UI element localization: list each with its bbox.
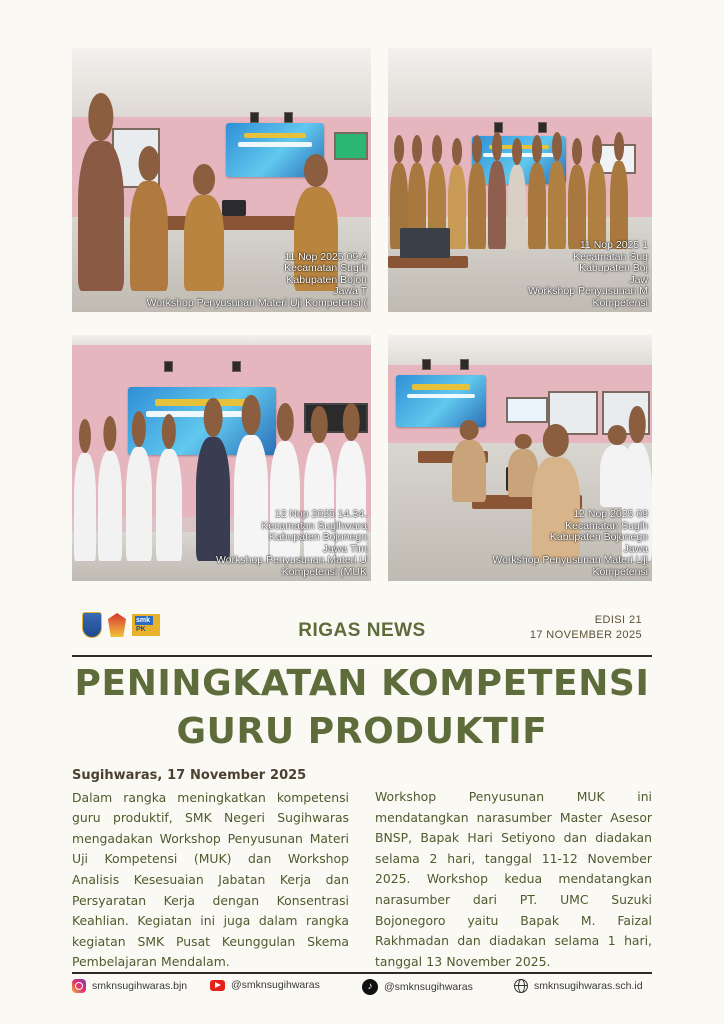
website-url: smknsugihwaras.sch.id xyxy=(534,980,643,992)
photo-workshop-1 xyxy=(72,48,371,312)
photo-frame xyxy=(284,112,293,123)
edition-date: 17 NOVEMBER 2025 xyxy=(529,629,642,641)
photo-frame xyxy=(422,359,431,370)
photo-frame xyxy=(232,361,241,372)
photo-person xyxy=(74,453,96,561)
footer-social xyxy=(72,979,652,999)
photo-person xyxy=(156,449,182,561)
photo-workshop-4 xyxy=(388,335,652,581)
photo-ceiling xyxy=(388,48,652,122)
youtube-handle: @smknsugihwaras xyxy=(231,979,320,991)
photo-person xyxy=(508,165,526,249)
youtube-icon xyxy=(210,980,225,991)
tiktok-icon: ♪ xyxy=(362,979,378,995)
photo-ceiling xyxy=(72,48,371,122)
divider xyxy=(72,972,652,974)
globe-icon xyxy=(514,979,528,993)
article-dateline: Sugihwaras, 17 November 2025 xyxy=(72,768,307,783)
photo-workshop-3 xyxy=(72,335,371,581)
photo-caption: 12 Nop 2025 09 Kecamatan Sugih Kabupaten Bojonego Jawa Workshop Penyusunan Materi Uji Kompetensi xyxy=(492,508,648,578)
website-link[interactable] xyxy=(514,979,643,993)
article-paragraph-left: Dalam rangka meningkatkan kompetensi guru produktif, SMK Negeri Sugihwaras mengadakan Workshop Penyusunan Materi Uji Kompetensi (MUK) dan Workshop Analisis Kesesuaian Jabatan Kerja dan Persyaratan Kerja dengan Konsentrasi Keahlian. Kegiatan ini juga dalam rangka kegiatan SMK Pusat Keunggulan Skema Pembelajaran Mendalam. xyxy=(72,789,349,970)
photo-frame xyxy=(164,361,173,372)
photo-person xyxy=(468,163,486,249)
photo-person xyxy=(568,165,586,249)
newsletter-brand: RIGAS NEWS xyxy=(298,620,426,641)
photo-frame xyxy=(494,122,503,133)
instagram-handle: smknsugihwaras.bjn xyxy=(92,980,188,992)
photo-screen xyxy=(506,397,548,423)
photo-frame xyxy=(250,112,259,123)
photo-person xyxy=(488,161,506,249)
youtube-link[interactable] xyxy=(210,979,320,991)
article-headline xyxy=(0,660,724,756)
headline-line-1: PENINGKATAN KOMPETENSI xyxy=(74,663,650,704)
photo-person xyxy=(548,161,566,249)
photo-person xyxy=(452,440,486,502)
photo-workshop-2 xyxy=(388,48,652,312)
photo-caption: 11 Nop 2025 1 Kecamatan Sug Kabupaten Boj Jaw Workshop Penyusunan M Kompetensi xyxy=(527,239,648,309)
photo-person xyxy=(588,163,606,249)
photo-laptop xyxy=(222,200,246,216)
article-column-right xyxy=(375,787,652,972)
photo-banner xyxy=(396,375,486,427)
divider xyxy=(72,655,652,657)
photo-person xyxy=(98,451,122,561)
photo-frame xyxy=(460,359,469,370)
photo-caption: 12 Nop 2025 14.34. Kecamatan Sugihwara Kabupaten Bojonego Jawa Tim Workshop Penyusunan Materi U Kompetensi (MUK xyxy=(216,508,367,578)
edition-number: EDISI 21 xyxy=(594,614,642,626)
smk-pk-logo-bottom: PK xyxy=(136,626,146,633)
photo-caption: 11 Nop 2025 09.4 Kecamatan Sugih Kabupaten Bojon Jawa T Workshop Penyusunan Materi Uji Kompetensi ( xyxy=(146,250,367,309)
tiktok-link[interactable] xyxy=(362,979,473,995)
smk-pk-logo-top: smk xyxy=(135,616,153,625)
photo-person xyxy=(610,161,628,249)
photo-person xyxy=(448,165,466,249)
photo-person xyxy=(78,141,124,291)
tiktok-handle: @smknsugihwaras xyxy=(384,981,473,993)
article-column-left xyxy=(72,766,349,973)
instagram-link[interactable] xyxy=(72,979,187,993)
article-paragraph-right: Workshop Penyusunan MUK ini mendatangkan narasumber Master Asesor BNSP, Bapak Hari Setiyono dan diadakan selama 2 hari, tanggal 11-12 November 2025. Workshop kedua mendatangkan narasumber dari PT. UMC Suzuki Bojonegoro yaitu Bapak M. Faizal Rakhmadan dan diadakan selama 1 hari, tanggal 13 November 2025. xyxy=(375,789,652,969)
instagram-icon xyxy=(72,979,86,993)
photo-frame xyxy=(538,122,547,133)
photo-person xyxy=(528,163,546,249)
photo-screen xyxy=(334,132,368,160)
edition-info xyxy=(530,613,642,643)
photo-person xyxy=(126,447,152,561)
headline-line-2: GURU PRODUKTIF xyxy=(176,711,548,752)
photo-laptop xyxy=(400,228,450,258)
